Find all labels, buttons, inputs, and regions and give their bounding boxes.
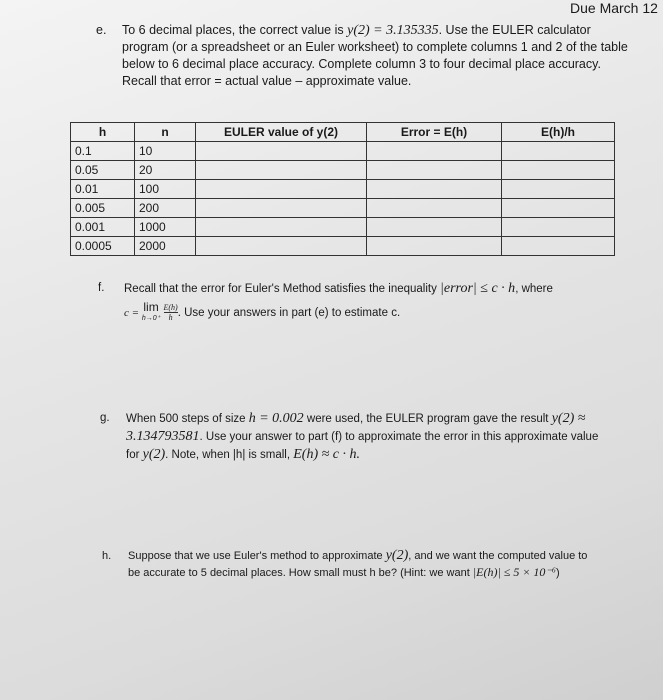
cell-euler[interactable] [196,199,367,218]
cell-h: 0.001 [71,218,135,237]
table-row [71,199,615,218]
cell-euler[interactable] [196,180,367,199]
text: , where [515,283,553,295]
due-date: Due March 12 [570,0,658,16]
cell-ratio[interactable] [502,142,615,161]
col-header-n: n [135,123,196,142]
denominator: h [168,313,173,323]
math: |error| ≤ c · h [440,281,516,296]
text: . Use your answers in part (e) to estimate c. [177,307,401,319]
cell-error[interactable] [367,218,502,237]
fraction [164,303,178,322]
cell-euler[interactable] [196,142,367,161]
math: h = 0.002 [248,411,304,426]
cell-n: 1000 [135,218,196,237]
cell-n: 200 [135,199,196,218]
lim-subscript: h→0⁺ [141,314,161,322]
col-header-error: Error = E(h) [367,123,502,142]
math: y(2) ≈ 3.134793581 [126,411,586,444]
cell-ratio[interactable] [502,180,615,199]
table-row [71,180,615,199]
col-header-ratio: E(h)/h [502,123,615,142]
text: Recall that the error for Euler's Method satisfies the inequality [124,283,441,295]
table-row [71,142,615,161]
text: When 500 steps of size [126,413,249,425]
text: Suppose that we use Euler's method to approximate [128,550,386,562]
cell-n: 2000 [135,237,196,256]
cell-euler[interactable] [196,237,367,256]
cell-ratio[interactable] [502,199,615,218]
limit-expression [141,299,161,324]
math: y(2) = 3.135335 [347,23,439,38]
question-h [102,548,598,581]
table-row [71,161,615,180]
text: ) [555,567,560,579]
text: . Use the EULER calculator program (or a spreadsheet or an Euler worksheet) to complete columns 1 and 2 of the table below to 6 decimal place accuracy. Complete column 3 to four decimal place accuracy. Recall that error = actual value – approximate value. [122,23,628,88]
euler-table [70,122,615,256]
cell-n: 10 [135,142,196,161]
cell-h: 0.1 [71,142,135,161]
cell-h: 0.01 [71,180,135,199]
cell-n: 20 [135,161,196,180]
question-e [96,22,637,90]
question-g [100,410,606,464]
cell-euler[interactable] [196,218,367,237]
cell-euler[interactable] [196,161,367,180]
table-row [71,237,615,256]
cell-error[interactable] [367,199,502,218]
text: were used, the EULER program gave the result [303,413,552,425]
math: |E(h)| ≤ 5 × 10⁻⁶ [472,565,556,579]
cell-ratio[interactable] [502,218,615,237]
numerator: E(h) [163,303,178,313]
cell-h: 0.005 [71,199,135,218]
cell-error[interactable] [367,161,502,180]
col-header-h: h [71,123,135,142]
text: , and we want the computed value to be accurate to 5 decimal places. How small must h be? (Hint: we want [128,550,588,579]
math: E(h) ≈ c · h. [293,447,361,462]
math: y(2) [142,447,166,462]
cell-error[interactable] [367,180,502,199]
lim: lim [143,299,159,314]
table-row [71,218,615,237]
cell-h: 0.0005 [71,237,135,256]
text: . Note, when |h| is small, [165,449,294,461]
cell-ratio[interactable] [502,161,615,180]
cell-ratio[interactable] [502,237,615,256]
cell-error[interactable] [367,237,502,256]
question-label: g. [100,412,110,424]
text: To 6 decimal places, the correct value is [122,23,348,37]
question-label: e. [96,23,107,37]
cell-n: 100 [135,180,196,199]
limit-line [124,300,624,326]
table-header-row [71,123,615,142]
cell-h: 0.05 [71,161,135,180]
math: y(2) [385,548,409,563]
col-header-euler: EULER value of y(2) [196,123,367,142]
question-label: h. [102,550,112,562]
question-f [98,280,624,326]
cell-error[interactable] [367,142,502,161]
math: c = [124,307,142,319]
question-label: f. [98,282,105,294]
text: . Use your answer to part (f) to approximate the error in this approximate value for [126,431,599,461]
